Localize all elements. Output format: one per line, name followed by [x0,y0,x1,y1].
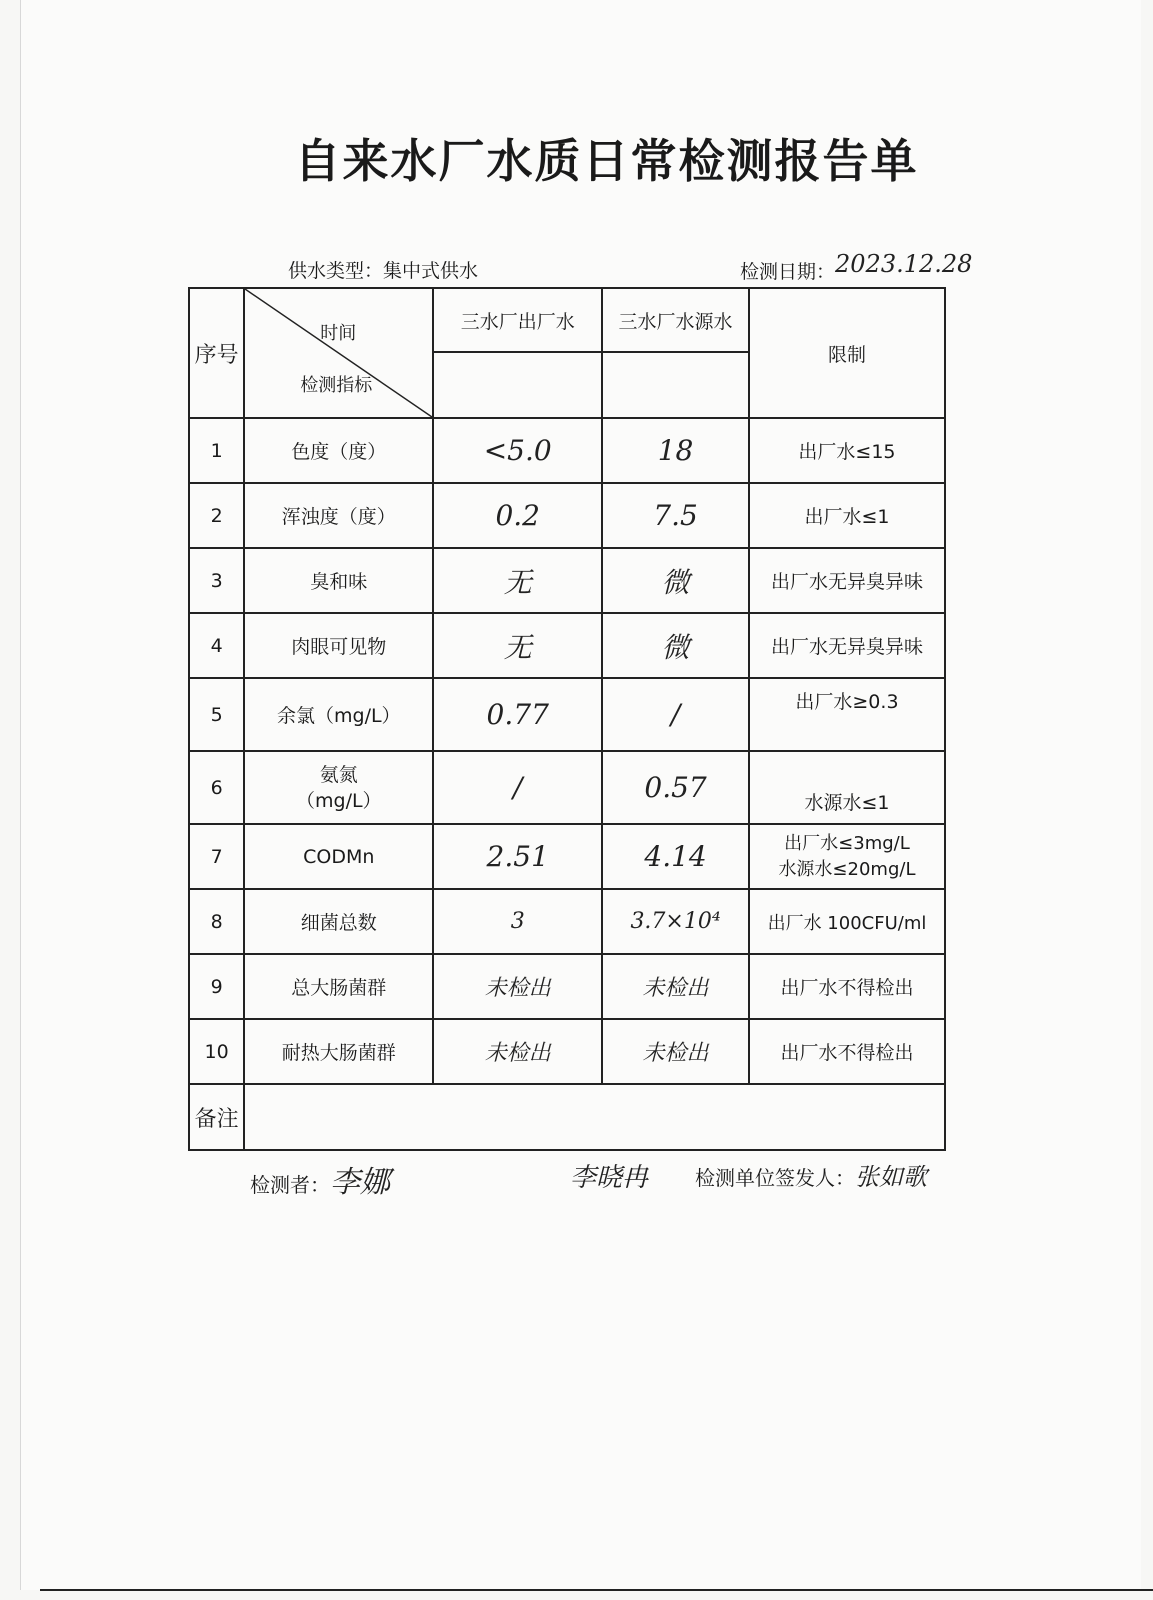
report-title: 自来水厂水质日常检测报告单 [294,134,919,188]
row-item: 氨氮 （mg/L） [244,751,433,824]
inspection-date-value: 2023.12.28 [835,250,973,278]
row-limit: 出厂水≤1 [749,483,945,548]
supply-type-value: 集中式供水 [383,260,479,282]
row-limit [749,824,945,889]
row-item: 细菌总数 [244,889,433,954]
row-item: 臭和味 [244,548,433,613]
table-row [189,954,945,1019]
header-col-a: 三水厂出厂水 [433,288,602,352]
header-indicator: 检测指标 [300,375,373,396]
second-signature: 李晓冉 [570,1163,649,1193]
remark-row [189,1084,945,1150]
header-limit: 限制 [749,288,945,418]
row-value-b: 微 [602,613,749,678]
table-row [189,483,945,548]
row-limit-line-2: 水源水≤20mg/L [778,858,916,880]
row-limit: 出厂水无异臭异味 [749,613,945,678]
header-time: 时间 [320,323,357,344]
row-limit-line-1: 出厂水≤3mg/L [784,832,910,854]
issuer [695,1157,927,1192]
row-value-a: 无 [433,613,602,678]
row-value-b: 微 [602,548,749,613]
row-no: 2 [189,483,244,548]
row-limit: 出厂水 100CFU/ml [749,889,945,954]
header-no: 序号 [189,288,244,418]
row-value-b: / [602,678,749,751]
row-limit: 出厂水不得检出 [749,1019,945,1084]
row-no: 1 [189,418,244,483]
row-value-a: 0.2 [433,483,602,548]
row-value-b: 18 [602,418,749,483]
row-no: 7 [189,824,244,889]
row-value-b: 7.5 [602,483,749,548]
inspection-date-label: 检测日期： [740,261,836,283]
row-limit: 出厂水≤15 [749,418,945,483]
row-no: 8 [189,889,244,954]
row-value-a: 无 [433,548,602,613]
row-item: 浑浊度（度） [244,483,433,548]
row-value-b: 0.57 [602,751,749,824]
issuer-label: 检测单位签发人： [695,1166,855,1190]
row-item: 总大肠菌群 [244,954,433,1019]
table-row [189,889,945,954]
row-limit: 水源水≤1 [749,751,945,824]
row-item: 耐热大肠菌群 [244,1019,433,1084]
header-col-b-blank [602,352,749,418]
table-row [189,418,945,483]
remark-value [244,1084,945,1150]
header-col-b: 三水厂水源水 [602,288,749,352]
report-table [188,287,946,1151]
row-value-b: 4.14 [602,824,749,889]
row-item: CODMn [244,824,433,889]
row-no: 10 [189,1019,244,1084]
inspection-date [740,250,973,284]
row-limit: 出厂水≥0.3 [749,678,945,751]
issuer-signature: 张如歌 [855,1163,927,1191]
inspector [250,1157,390,1201]
row-value-b: 未检出 [602,1019,749,1084]
row-no: 5 [189,678,244,751]
row-value-a: 未检出 [433,1019,602,1084]
table-row [189,678,945,751]
supply-type [288,256,478,283]
table-row [189,824,945,889]
row-item: 色度（度） [244,418,433,483]
row-value-a: 0.77 [433,678,602,751]
table-row [189,548,945,613]
table-row [189,751,945,824]
row-value-a: 2.51 [433,824,602,889]
inspector-label: 检测者： [250,1173,330,1197]
table-row [189,613,945,678]
header-diagonal-cell [244,288,433,418]
diagonal-line [245,289,432,417]
row-no: 3 [189,548,244,613]
paper-bottom-edge [40,1589,1153,1591]
row-value-a: 3 [433,889,602,954]
row-value-b: 3.7×10⁴ [602,889,749,954]
supply-type-label: 供水类型： [288,260,384,282]
row-value-a: / [433,751,602,824]
row-item: 余氯（mg/L） [244,678,433,751]
row-item: 肉眼可见物 [244,613,433,678]
second-signature-block [570,1157,648,1194]
row-no: 9 [189,954,244,1019]
row-value-b: 未检出 [602,954,749,1019]
row-value-a: <5.0 [433,418,602,483]
row-value-a: 未检出 [433,954,602,1019]
row-limit: 出厂水无异臭异味 [749,548,945,613]
header-col-a-blank [433,352,602,418]
row-no: 4 [189,613,244,678]
table-row [189,1019,945,1084]
inspector-signature: 李娜 [330,1165,390,1200]
row-no: 6 [189,751,244,824]
row-limit: 出厂水不得检出 [749,954,945,1019]
remark-label: 备注 [189,1084,244,1150]
